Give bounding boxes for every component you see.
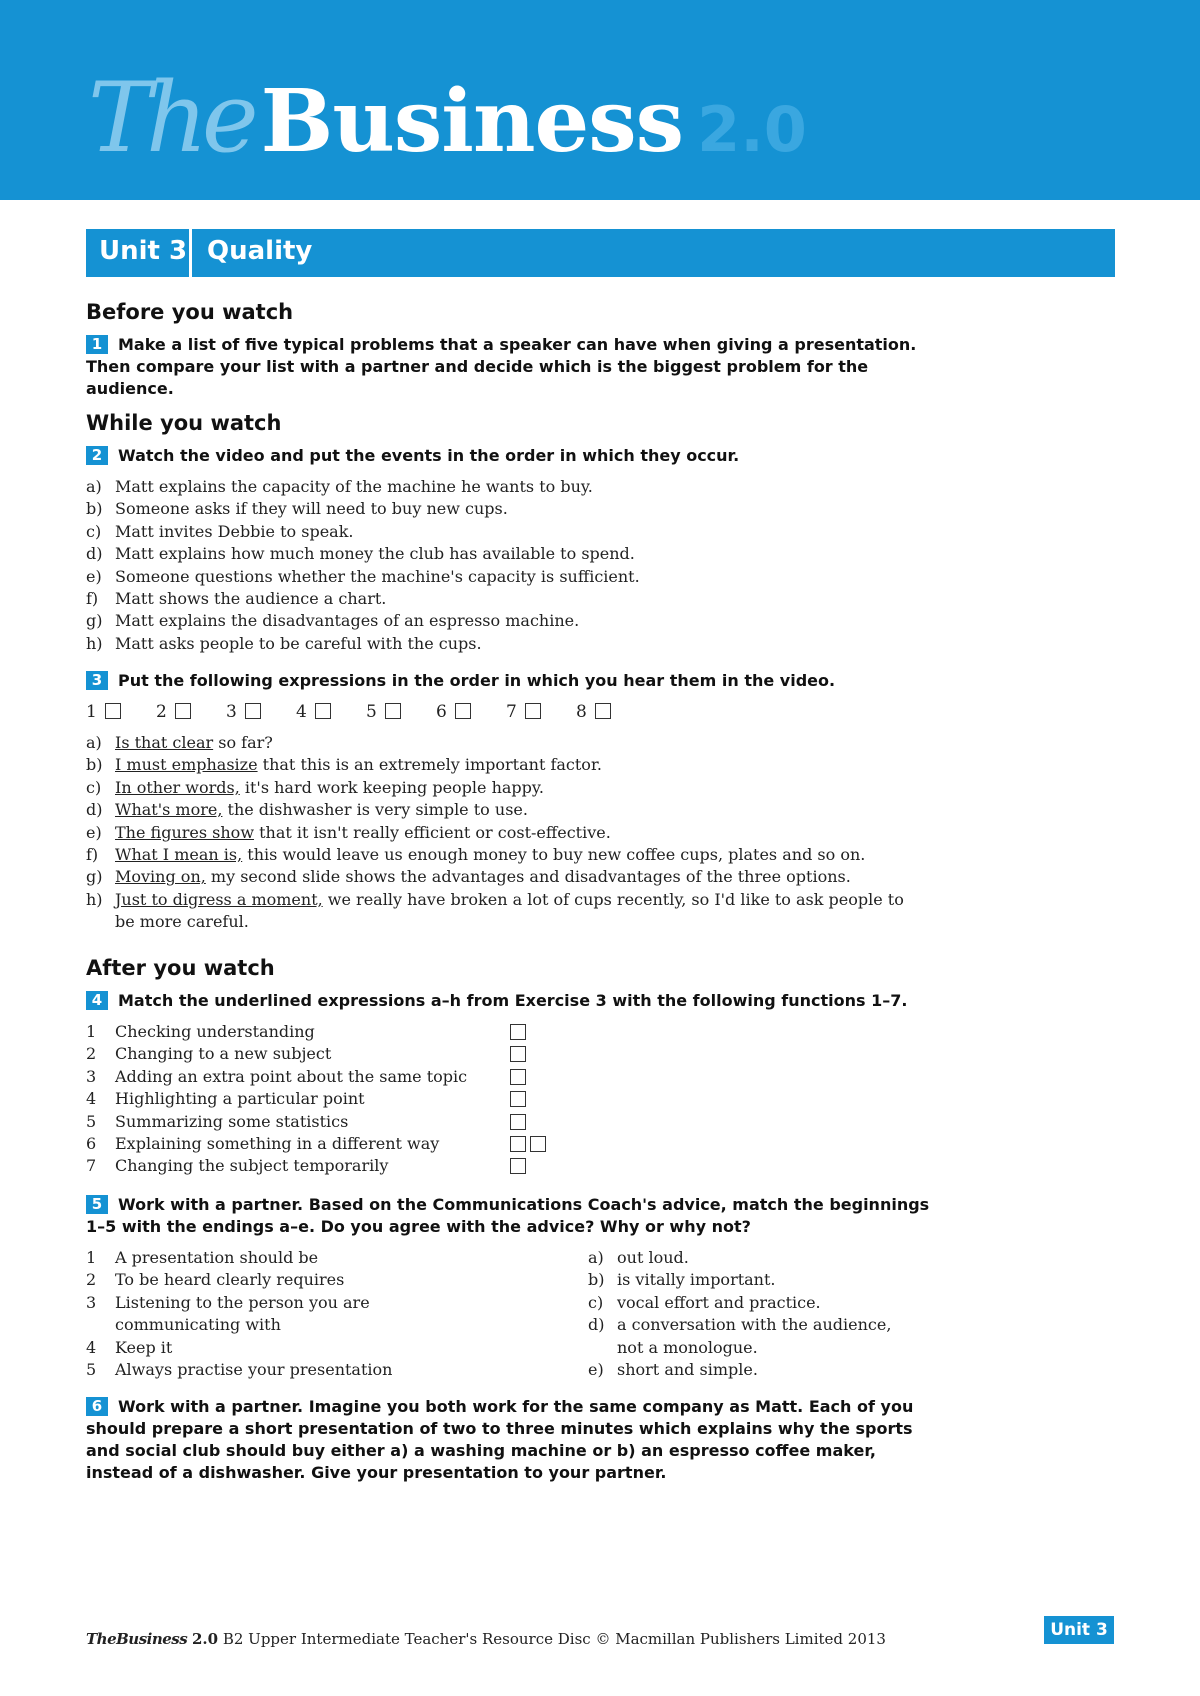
answer-checkbox[interactable] [245, 703, 261, 719]
list-item [86, 1133, 506, 1155]
item-number: 1 [86, 1248, 97, 1267]
item-letter: d) [86, 800, 103, 820]
order-slot [366, 702, 436, 722]
item-text: it's hard work keeping people happy. [239, 777, 544, 797]
ordering-boxes [86, 702, 646, 722]
list-item [86, 610, 936, 632]
list-item [86, 1359, 396, 1381]
instruction-text: Make a list of five typical problems that a speaker can have when giving a presentation. Then compare your list with a partner and decide which is the biggest problem for the audience. [86, 335, 917, 398]
exercise-4-list [86, 1021, 506, 1178]
exercise-3-list [86, 732, 926, 934]
item-text: Listening to the person you are communicating with [115, 1292, 370, 1335]
answer-checkbox[interactable] [530, 1136, 546, 1152]
item-letter: e) [86, 566, 102, 586]
item-text: Matt explains how much money the club has available to spend. [115, 544, 635, 564]
list-item [86, 566, 936, 588]
item-text: Matt invites Debbie to speak. [115, 521, 354, 541]
list-item [86, 543, 936, 565]
answer-checkbox[interactable] [510, 1091, 526, 1107]
list-item [86, 588, 936, 610]
list-item [86, 1155, 506, 1177]
answer-checkbox[interactable] [525, 703, 541, 719]
footer-logo: TheBusiness [86, 1630, 188, 1648]
list-item [588, 1314, 918, 1359]
exercise-4-instruction [86, 990, 936, 1012]
underlined-expression: Is that clear [115, 733, 214, 752]
item-text: Someone questions whether the machine's capacity is sufficient. [115, 566, 640, 586]
item-text: Highlighting a particular point [115, 1089, 365, 1109]
item-text: this would leave us enough money to buy new coffee cups, plates and so on. [242, 845, 866, 865]
logo-business: Business [260, 71, 684, 172]
item-number: 3 [86, 1066, 97, 1086]
order-slot-number: 4 [296, 702, 307, 722]
item-text: Changing the subject temporarily [115, 1156, 389, 1176]
list-item [86, 1088, 506, 1110]
logo-the: The [88, 62, 253, 174]
item-letter: b) [588, 1270, 605, 1290]
footer-unit-badge: Unit 3 [1044, 1616, 1114, 1644]
logo-version: 2.0 [697, 93, 807, 166]
order-slot [576, 702, 646, 722]
item-text: Changing to a new subject [115, 1044, 332, 1064]
answer-checkbox[interactable] [175, 703, 191, 719]
exercise-number: 2 [86, 446, 108, 465]
answer-checkbox[interactable] [510, 1046, 526, 1062]
item-text: we really have broken a lot of cups recently, so I'd like to ask people to be more careful. [115, 889, 904, 932]
answer-checkbox[interactable] [595, 703, 611, 719]
answer-checkbox-pair [510, 1136, 550, 1158]
item-number: 4 [86, 1337, 97, 1357]
order-slot-number: 8 [576, 702, 587, 722]
item-letter: h) [86, 889, 103, 909]
exercise-5-beginnings [86, 1247, 396, 1381]
item-text: my second slide shows the advantages and disadvantages of the three options. [205, 867, 851, 887]
list-item [86, 1292, 396, 1337]
underlined-expression: In other words, [115, 777, 240, 797]
answer-checkbox[interactable] [510, 1158, 526, 1174]
underlined-expression: The figures show [115, 822, 255, 842]
underlined-expression: What I mean is, [115, 845, 243, 865]
list-item [588, 1359, 918, 1381]
item-letter: b) [86, 755, 103, 775]
item-letter: c) [86, 521, 102, 541]
instruction-text: Work with a partner. Imagine you both work for the same company as Matt. Each of you should prepare a short presentation of two to three minutes which explains why the sports and social club should buy either a) a washing machine or b) an espresso coffee maker, instead of a dishwasher. Give your presentation to your partner. [86, 1397, 914, 1482]
list-item [588, 1269, 918, 1291]
item-letter: b) [86, 499, 103, 519]
item-number: 5 [86, 1111, 97, 1131]
item-text: To be heard clearly requires [115, 1270, 345, 1290]
exercise-number: 4 [86, 991, 108, 1010]
underlined-expression: Just to digress a moment, [115, 889, 323, 909]
item-letter: d) [86, 544, 103, 564]
item-text: Matt shows the audience a chart. [115, 589, 387, 609]
exercise-4-answer-boxes [510, 1024, 550, 1181]
list-item [86, 1066, 506, 1088]
order-slot [86, 702, 156, 722]
answer-checkbox[interactable] [385, 703, 401, 719]
list-item [86, 1247, 396, 1269]
list-item [86, 1111, 506, 1133]
item-number: 3 [86, 1292, 97, 1312]
exercise-number: 6 [86, 1397, 108, 1416]
item-text: is vitally important. [617, 1270, 776, 1290]
order-slot [156, 702, 226, 722]
item-number: 2 [86, 1270, 97, 1290]
item-number: 2 [86, 1044, 97, 1064]
list-item [86, 844, 926, 866]
list-item [86, 1021, 506, 1043]
item-number: 4 [86, 1089, 97, 1109]
answer-checkbox[interactable] [510, 1114, 526, 1130]
item-letter: a) [588, 1248, 604, 1267]
item-text: Summarizing some statistics [115, 1111, 349, 1131]
item-text: Adding an extra point about the same topic [115, 1066, 468, 1086]
item-letter: c) [86, 777, 102, 797]
item-text: that this is an extremely important factor. [257, 755, 602, 775]
instruction-text: Match the underlined expressions a–h from Exercise 3 with the following functions 1–7. [118, 991, 908, 1010]
list-item [86, 866, 926, 888]
order-slot [296, 702, 366, 722]
item-letter: d) [588, 1315, 605, 1335]
exercise-number: 1 [86, 335, 108, 354]
item-text: A presentation should be [115, 1248, 319, 1267]
list-item [588, 1247, 918, 1269]
item-number: 5 [86, 1360, 97, 1380]
item-text: short and simple. [617, 1360, 758, 1380]
list-item [588, 1292, 918, 1314]
footer [86, 1630, 886, 1648]
exercise-2-instruction [86, 445, 936, 467]
answer-checkbox[interactable] [510, 1024, 526, 1040]
answer-checkbox[interactable] [105, 703, 121, 719]
item-text: that it isn't really efficient or cost-effective. [254, 822, 611, 842]
item-text: Matt explains the disadvantages of an espresso machine. [115, 611, 580, 631]
list-item [86, 1269, 396, 1291]
item-text: out loud. [617, 1248, 689, 1267]
item-text: the dishwasher is very simple to use. [222, 800, 528, 820]
answer-checkbox[interactable] [510, 1069, 526, 1085]
item-number: 1 [86, 1022, 97, 1041]
item-letter: f) [86, 845, 99, 865]
underlined-expression: What's more, [115, 800, 223, 820]
item-number: 6 [86, 1134, 97, 1154]
item-letter: h) [86, 633, 103, 653]
unit-title: Quality [207, 236, 313, 266]
list-item [86, 1337, 396, 1359]
item-number: 7 [86, 1156, 97, 1176]
answer-checkbox[interactable] [455, 703, 471, 719]
item-text: Always practise your presentation [115, 1360, 393, 1380]
list-item [86, 521, 936, 543]
exercise-3-instruction [86, 670, 936, 692]
instruction-text: Watch the video and put the events in the order in which they occur. [118, 446, 740, 465]
item-letter: g) [86, 611, 103, 631]
instruction-text: Work with a partner. Based on the Communications Coach's advice, match the beginnings 1–5 with the endings a–e. Do you agree with the advice? Why or why not? [86, 1195, 930, 1236]
item-text: Checking understanding [115, 1022, 315, 1041]
item-text: Matt asks people to be careful with the cups. [115, 633, 482, 653]
item-text: Explaining something in a different way [115, 1134, 440, 1154]
answer-checkbox[interactable] [510, 1136, 526, 1152]
underlined-expression: I must emphasize [115, 755, 258, 775]
list-item [86, 777, 926, 799]
underlined-expression: Moving on, [115, 867, 206, 887]
item-letter: f) [86, 589, 99, 609]
order-slot-number: 2 [156, 702, 167, 722]
order-slot-number: 5 [366, 702, 377, 722]
unit-number: Unit 3 [99, 236, 188, 266]
exercise-5-instruction [86, 1194, 936, 1238]
item-text: so far? [213, 733, 273, 752]
item-letter: a) [86, 477, 102, 496]
footer-copyright: B2 Upper Intermediate Teacher's Resource Disc © Macmillan Publishers Limited 2013 [218, 1630, 886, 1648]
footer-version: 2.0 [191, 1630, 219, 1648]
order-slot [436, 702, 506, 722]
exercise-number: 3 [86, 671, 108, 690]
order-slot-number: 7 [506, 702, 517, 722]
list-item [86, 476, 936, 498]
item-letter: c) [588, 1292, 604, 1312]
list-item [86, 1043, 506, 1065]
exercise-5-endings [588, 1247, 918, 1381]
item-letter: a) [86, 733, 102, 752]
unit-bar [86, 229, 1115, 277]
order-slot-number: 1 [86, 702, 97, 722]
list-item [86, 822, 926, 844]
answer-checkbox[interactable] [315, 703, 331, 719]
list-item [86, 498, 936, 520]
item-text: a conversation with the audience, not a monologue. [617, 1315, 892, 1357]
exercise-number: 5 [86, 1195, 108, 1214]
header-banner [0, 0, 1200, 200]
section-heading-before: Before you watch [86, 300, 294, 324]
list-item [86, 633, 936, 655]
exercise-2-list [86, 476, 936, 655]
order-slot [506, 702, 576, 722]
section-heading-after: After you watch [86, 956, 275, 980]
order-slot-number: 3 [226, 702, 237, 722]
list-item [86, 799, 926, 821]
exercise-6-instruction [86, 1396, 936, 1484]
section-heading-while: While you watch [86, 411, 282, 435]
exercise-1-instruction [86, 334, 936, 400]
item-letter: g) [86, 867, 103, 887]
item-text: Matt explains the capacity of the machine he wants to buy. [115, 477, 593, 496]
item-letter: e) [588, 1360, 604, 1380]
logo [88, 62, 807, 174]
list-item [86, 732, 926, 754]
list-item [86, 889, 926, 934]
item-letter: e) [86, 822, 102, 842]
instruction-text: Put the following expressions in the order in which you hear them in the video. [118, 671, 836, 690]
item-text: vocal effort and practice. [617, 1292, 821, 1312]
order-slot-number: 6 [436, 702, 447, 722]
list-item [86, 754, 926, 776]
item-text: Keep it [115, 1337, 173, 1357]
order-slot [226, 702, 296, 722]
item-text: Someone asks if they will need to buy new cups. [115, 499, 508, 519]
